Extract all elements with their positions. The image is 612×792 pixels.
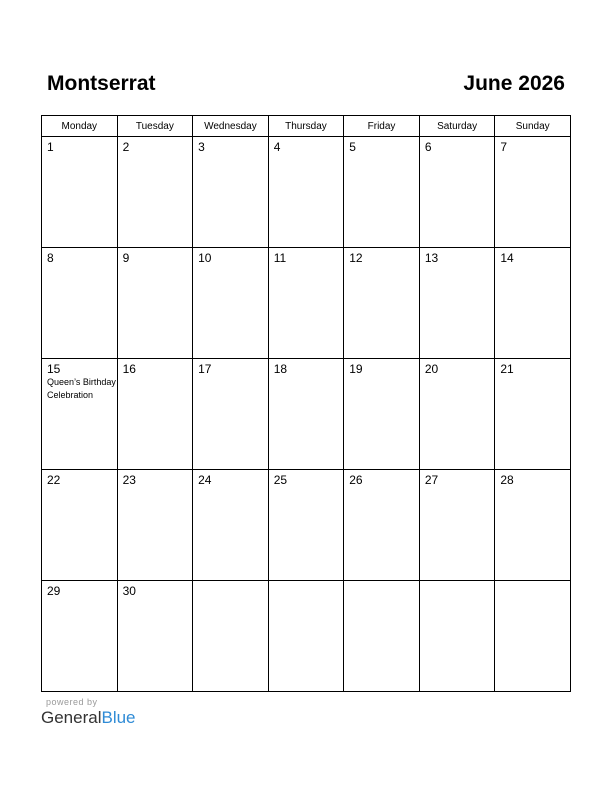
day-number: 30 xyxy=(122,584,136,598)
day-number: 13 xyxy=(424,251,439,265)
day-number: 7 xyxy=(500,140,508,154)
day-cell-empty xyxy=(495,581,571,692)
day-cell xyxy=(117,137,193,248)
day-number: 23 xyxy=(122,473,136,487)
day-number: 27 xyxy=(424,473,439,487)
logo-text-blue: Blue xyxy=(101,708,136,727)
day-number: 14 xyxy=(500,251,514,265)
day-cell xyxy=(42,248,118,359)
day-cell xyxy=(344,248,420,359)
day-cell xyxy=(193,359,269,470)
day-number xyxy=(420,581,495,584)
day-cell xyxy=(495,359,571,470)
day-number xyxy=(495,581,570,584)
weekday-header-row xyxy=(42,116,571,137)
day-cell xyxy=(344,470,420,581)
day-cell xyxy=(419,137,495,248)
day-cell xyxy=(419,359,495,470)
day-cell xyxy=(495,137,571,248)
day-number: 11 xyxy=(273,251,287,265)
day-number: 20 xyxy=(424,362,439,376)
day-number: 17 xyxy=(198,362,212,376)
day-number: 25 xyxy=(273,473,288,487)
weekday-header: Thursday xyxy=(268,116,344,137)
week-row xyxy=(42,137,571,248)
generalblue-logo[interactable] xyxy=(41,707,136,729)
weekday-header: Tuesday xyxy=(117,116,193,137)
day-cell-empty xyxy=(193,581,269,692)
day-cell xyxy=(344,359,420,470)
day-number: 24 xyxy=(198,473,212,487)
day-cell xyxy=(117,359,193,470)
day-cell xyxy=(42,581,118,692)
day-number: 28 xyxy=(500,473,514,487)
day-number: 5 xyxy=(349,140,356,154)
day-number: 26 xyxy=(349,473,363,487)
day-number: 22 xyxy=(47,473,61,487)
day-cell xyxy=(42,359,118,470)
day-cell xyxy=(495,248,571,359)
day-number: 29 xyxy=(47,584,61,598)
day-number: 16 xyxy=(122,362,136,376)
powered-by-text: powered by xyxy=(46,697,98,707)
day-number: 3 xyxy=(198,140,205,154)
day-cell xyxy=(117,470,193,581)
day-cell xyxy=(193,248,269,359)
day-cell xyxy=(117,581,193,692)
day-number: 6 xyxy=(424,140,432,154)
weekday-header: Sunday xyxy=(495,116,571,137)
weekday-header: Monday xyxy=(42,116,118,137)
weekday-header: Saturday xyxy=(419,116,495,137)
day-number: 21 xyxy=(500,362,514,376)
day-cell xyxy=(344,137,420,248)
day-number: 12 xyxy=(349,251,363,265)
day-cell xyxy=(268,470,344,581)
day-number: 18 xyxy=(273,362,288,376)
day-cell xyxy=(495,470,571,581)
day-cell xyxy=(193,137,269,248)
week-row xyxy=(42,359,571,470)
day-cell xyxy=(268,248,344,359)
day-number: 8 xyxy=(47,251,54,265)
day-cell xyxy=(117,248,193,359)
day-cell xyxy=(193,470,269,581)
day-cell-empty xyxy=(268,581,344,692)
calendar-month-title: June 2026 xyxy=(463,72,565,95)
day-number xyxy=(344,581,419,584)
day-number: 19 xyxy=(349,362,363,376)
week-row xyxy=(42,248,571,359)
day-number xyxy=(193,581,268,584)
day-cell-empty xyxy=(419,581,495,692)
day-cell xyxy=(268,359,344,470)
week-row xyxy=(42,581,571,692)
week-row xyxy=(42,470,571,581)
day-cell-empty xyxy=(344,581,420,692)
day-cell xyxy=(419,470,495,581)
weekday-header: Wednesday xyxy=(193,116,269,137)
day-number: 9 xyxy=(122,251,130,265)
logo-text-general: General xyxy=(41,708,102,727)
weekday-header: Friday xyxy=(344,116,420,137)
holiday-label: Queen’s Birthday Celebration xyxy=(47,377,116,400)
day-number xyxy=(269,581,344,584)
day-number: 15 xyxy=(47,362,61,376)
day-cell xyxy=(419,248,495,359)
day-cell xyxy=(268,137,344,248)
day-number: 10 xyxy=(198,251,212,265)
day-number: 2 xyxy=(122,140,130,154)
calendar-country-title: Montserrat xyxy=(47,72,156,95)
calendar-grid xyxy=(41,115,571,692)
day-number: 1 xyxy=(47,140,54,154)
day-cell xyxy=(42,137,118,248)
day-cell xyxy=(42,470,118,581)
day-number: 4 xyxy=(273,140,281,154)
